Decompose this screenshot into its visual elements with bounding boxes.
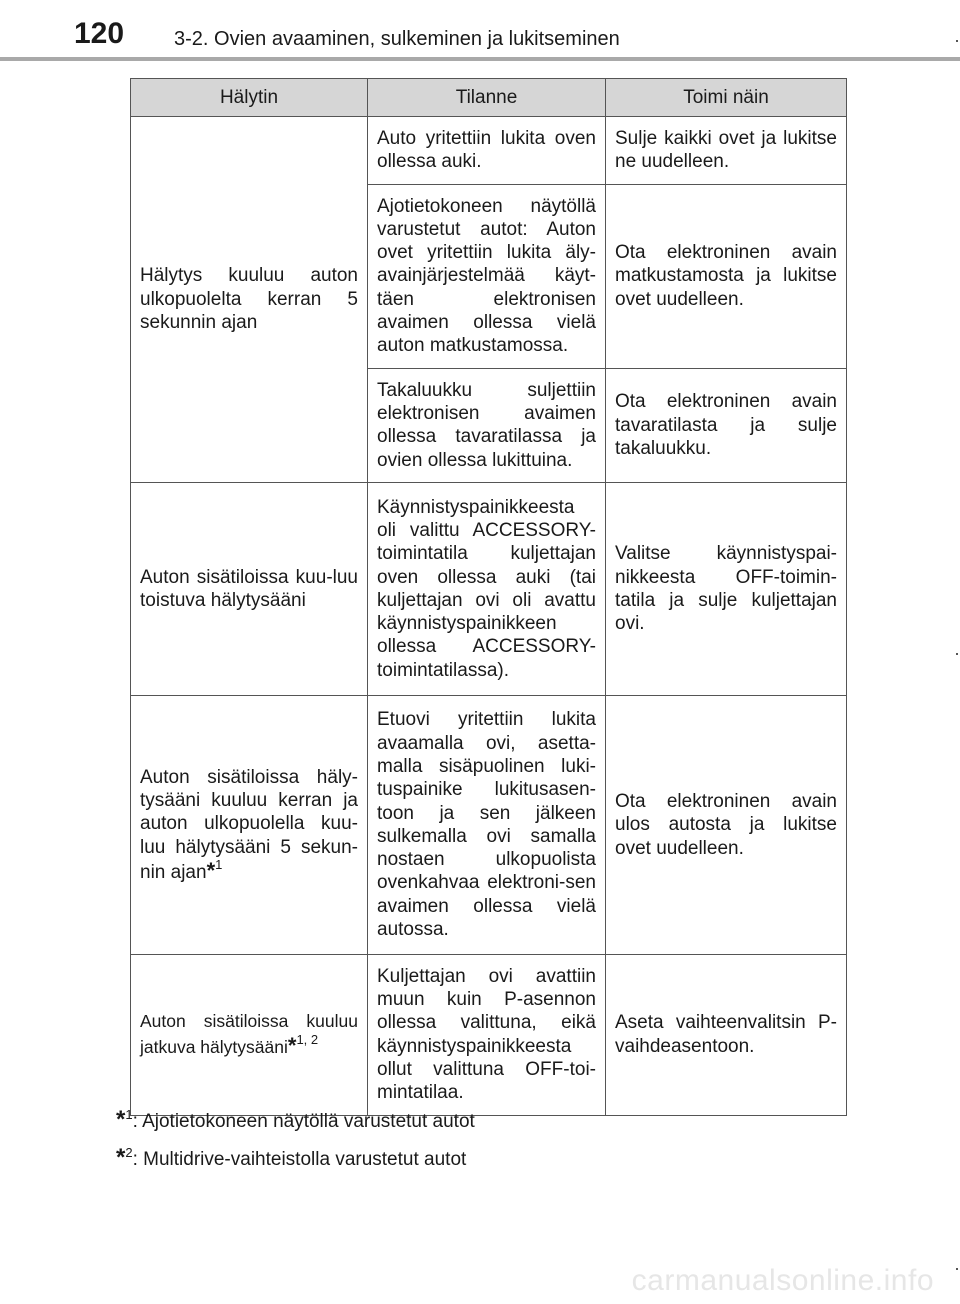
footnote [116, 1108, 475, 1134]
situation-cell: Käynnistyspainikkeesta oli valittu ACCESSORY-toimintatila kuljettajan oven ollessa auki (tai kuljettajan ovi oli avattu käynnistyspainikkeen ollessa ACCESSORY-toimintatilassa). [368, 482, 606, 695]
column-header-situation: Tilanne [368, 79, 606, 117]
situation-cell: Ajotietokoneen näytöllä varustetut autot: Auton ovet yritettiin lukita äly-avainjärjestelmää käyt-täen elektronisen avaimen ollessa vielä auton matkustamossa. [368, 184, 606, 368]
header-divider [0, 57, 960, 61]
alarm-cell [131, 482, 368, 695]
situation-cell: Auto yritettiin lukita oven ollessa auki. [368, 117, 606, 185]
action-cell: Sulje kaikki ovet ja lukitse ne uudelleen. [606, 117, 847, 185]
situation-cell: Etuovi yritettiin lukita avaamalla ovi, asetta-malla sisäpuolinen luki-tuspainike lukitusasen-toon ja sen jälkeen sulkemalla ovi samalla nostaen ulkopuolista ovenkahvaa elektroni-sen avaimen ollessa vielä autossa. [368, 695, 606, 954]
footnote-number: 1 [125, 1107, 133, 1122]
table-row [131, 117, 847, 185]
footnote-asterisk: * [116, 1144, 126, 1171]
alarm-text: Auton sisätiloissa kuuluu jatkuva hälytysääni [140, 1011, 358, 1057]
section-title: 3-2. Ovien avaaminen, sulkeminen ja lukitseminen [174, 28, 620, 50]
action-cell: Ota elektroninen avain tavaratilasta ja sulje takaluukku. [606, 368, 847, 482]
alarm-text: Hälytys kuuluu auton ulkopuolelta kerran 5 sekunnin ajan [140, 265, 358, 334]
action-cell: Valitse käynnistyspai-nikkeesta OFF-toimin-tatila ja sulje kuljettajan ovi. [606, 482, 847, 695]
alarm-cell [131, 117, 368, 483]
footnote-text: : Multidrive-vaihteistolla varustetut autot [132, 1149, 467, 1170]
footnote [116, 1146, 466, 1172]
table-row [131, 482, 847, 695]
table-row [131, 695, 847, 954]
alarm-text: Auton sisätiloissa häly-tysääni kuuluu kerran ja auton ulkopuolella kuu-luu hälytysääni 5 sekun-nin ajan [140, 766, 358, 883]
action-cell: Ota elektroninen avain ulos autosta ja lukitse ovet uudelleen. [606, 695, 847, 954]
footnote-ref: 1, 2 [296, 1031, 319, 1047]
situation-cell: Kuljettajan ovi avattiin muun kuin P-asennon ollessa valittuna, eikä käynnistyspainikkeesta ollut valittuna OFF-toi-mintatilaa. [368, 954, 606, 1115]
watermark: carmanualsonline.info [631, 1264, 934, 1297]
column-header-action: Toimi näin [606, 79, 847, 117]
footnote-asterisk: * [287, 1032, 297, 1058]
edge-mark [956, 1268, 958, 1270]
alarm-cell [131, 954, 368, 1115]
footnote-text: : Ajotietokoneen näytöllä varustetut autot [132, 1111, 475, 1132]
table-header-row [131, 79, 847, 117]
footnote-ref: 1 [215, 856, 223, 872]
page-number: 120 [74, 17, 125, 50]
footnote-asterisk: * [116, 1106, 126, 1133]
situation-cell: Takaluukku suljettiin elektronisen avaimen ollessa tavaratilassa ja ovien ollessa lukittuina. [368, 368, 606, 482]
action-cell: Ota elektroninen avain matkustamosta ja lukitse ovet uudelleen. [606, 184, 847, 368]
alarm-table [130, 78, 847, 1116]
edge-mark [956, 40, 958, 42]
action-cell: Aseta vaihteenvalitsin P-vaihdeasentoon. [606, 954, 847, 1115]
edge-mark [956, 653, 958, 655]
column-header-alarm: Hälytin [131, 79, 368, 117]
alarm-text: Auton sisätiloissa kuu-luu toistuva hälytysääni [140, 566, 358, 611]
table-row [131, 954, 847, 1115]
footnote-number: 2 [125, 1145, 133, 1160]
alarm-cell [131, 695, 368, 954]
footnote-asterisk: * [206, 857, 216, 883]
